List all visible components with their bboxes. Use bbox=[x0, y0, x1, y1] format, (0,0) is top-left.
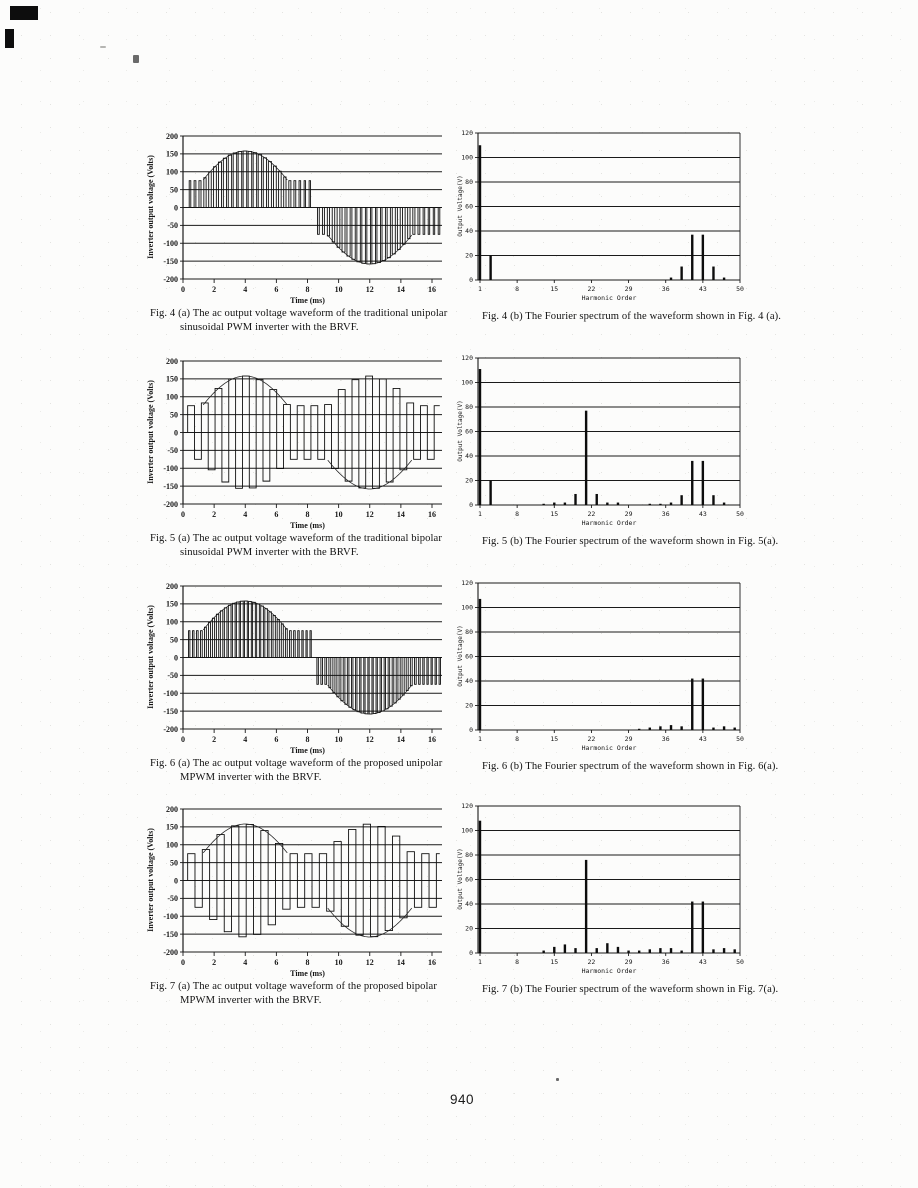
caption-line: MPWM inverter with the BRVF. bbox=[180, 994, 322, 1006]
figure-row-6 bbox=[0, 575, 918, 800]
svg-text:40: 40 bbox=[465, 227, 473, 236]
svg-text:8: 8 bbox=[305, 958, 310, 967]
svg-text:-150: -150 bbox=[163, 481, 178, 491]
svg-text:0: 0 bbox=[181, 958, 185, 967]
svg-text:120: 120 bbox=[461, 354, 473, 363]
svg-text:0: 0 bbox=[174, 876, 178, 886]
waveform-chart-fig5a bbox=[140, 350, 470, 550]
svg-text:8: 8 bbox=[515, 958, 520, 966]
svg-text:-100: -100 bbox=[163, 912, 178, 922]
svg-text:50: 50 bbox=[736, 735, 744, 743]
svg-text:14: 14 bbox=[396, 735, 405, 744]
waveform-chart-fig6a bbox=[140, 575, 470, 775]
svg-text:14: 14 bbox=[396, 285, 405, 294]
svg-text:43: 43 bbox=[698, 510, 707, 518]
svg-text:100: 100 bbox=[166, 392, 178, 402]
svg-text:2: 2 bbox=[212, 735, 217, 744]
svg-text:8: 8 bbox=[305, 285, 310, 294]
caption-line: MPWM inverter with the BRVF. bbox=[180, 771, 322, 783]
svg-text:14: 14 bbox=[396, 510, 405, 519]
scan-speck bbox=[556, 1078, 559, 1081]
svg-text:15: 15 bbox=[550, 958, 559, 966]
svg-text:0: 0 bbox=[174, 203, 178, 213]
svg-text:80: 80 bbox=[465, 628, 473, 637]
svg-text:Output Voltage(V): Output Voltage(V) bbox=[457, 848, 464, 910]
svg-text:200: 200 bbox=[166, 804, 178, 814]
svg-text:36: 36 bbox=[661, 285, 670, 293]
svg-text:36: 36 bbox=[661, 735, 670, 743]
waveform-chart-fig7a bbox=[140, 798, 470, 998]
svg-text:1: 1 bbox=[478, 285, 482, 293]
svg-text:6: 6 bbox=[274, 510, 279, 519]
svg-text:-100: -100 bbox=[163, 239, 178, 249]
svg-text:-50: -50 bbox=[167, 894, 178, 904]
figure-row-4 bbox=[0, 125, 918, 350]
svg-text:8: 8 bbox=[305, 735, 310, 744]
scan-speck bbox=[100, 46, 106, 48]
svg-text:14: 14 bbox=[396, 958, 405, 967]
figure-caption-fig7b: Fig. 7 (b) The Fourier spectrum of the waveform shown in Fig. 7(a). bbox=[482, 984, 779, 995]
svg-text:16: 16 bbox=[428, 735, 436, 744]
svg-text:15: 15 bbox=[550, 510, 559, 518]
svg-text:6: 6 bbox=[274, 735, 279, 744]
svg-text:12: 12 bbox=[365, 958, 374, 967]
svg-text:8: 8 bbox=[515, 735, 520, 743]
figure-caption-fig4a bbox=[150, 307, 447, 334]
spectrum-chart-fig4b bbox=[455, 120, 785, 315]
figure-row-5 bbox=[0, 350, 918, 575]
svg-text:0: 0 bbox=[469, 726, 473, 735]
svg-text:20: 20 bbox=[465, 251, 473, 260]
svg-text:50: 50 bbox=[170, 410, 178, 420]
svg-text:50: 50 bbox=[170, 185, 178, 195]
svg-text:-50: -50 bbox=[167, 671, 178, 681]
svg-text:2: 2 bbox=[212, 510, 217, 519]
svg-text:16: 16 bbox=[428, 285, 436, 294]
scan-corner-mark bbox=[5, 29, 14, 48]
svg-text:80: 80 bbox=[465, 178, 473, 187]
svg-text:0: 0 bbox=[469, 949, 473, 958]
svg-text:10: 10 bbox=[334, 958, 343, 967]
svg-text:60: 60 bbox=[465, 875, 473, 884]
svg-text:100: 100 bbox=[461, 826, 473, 835]
svg-text:4: 4 bbox=[243, 958, 248, 967]
svg-text:0: 0 bbox=[174, 428, 178, 438]
waveform-chart-fig4a bbox=[140, 125, 470, 325]
svg-text:36: 36 bbox=[661, 510, 670, 518]
svg-text:60: 60 bbox=[465, 652, 473, 661]
spectrum-chart-fig6b bbox=[455, 570, 785, 765]
caption-line: Fig. 6 (a) The ac output voltage waveform of the proposed unipolar bbox=[150, 758, 443, 769]
svg-text:6: 6 bbox=[274, 958, 279, 967]
svg-text:-200: -200 bbox=[163, 274, 178, 284]
svg-text:Output Voltage(V): Output Voltage(V) bbox=[457, 625, 464, 687]
svg-text:1: 1 bbox=[478, 958, 482, 966]
svg-text:40: 40 bbox=[465, 452, 473, 461]
svg-text:150: 150 bbox=[166, 374, 178, 384]
figure-row-7 bbox=[0, 798, 918, 1023]
svg-text:Inverter output voltage (Volts: Inverter output voltage (Volts) bbox=[146, 155, 155, 259]
svg-text:16: 16 bbox=[428, 510, 436, 519]
svg-text:10: 10 bbox=[334, 735, 343, 744]
spectrum-chart-fig7b bbox=[455, 793, 785, 988]
figure-caption-fig6a bbox=[150, 757, 442, 784]
svg-text:0: 0 bbox=[469, 501, 473, 510]
svg-text:120: 120 bbox=[461, 802, 473, 811]
svg-text:50: 50 bbox=[170, 858, 178, 868]
svg-text:60: 60 bbox=[465, 202, 473, 211]
svg-text:50: 50 bbox=[170, 635, 178, 645]
svg-text:80: 80 bbox=[465, 403, 473, 412]
figure-caption-fig5a bbox=[150, 532, 442, 559]
caption-line: Fig. 7 (a) The ac output voltage waveform of the proposed bipolar bbox=[150, 981, 437, 992]
svg-text:Time (ms): Time (ms) bbox=[290, 746, 325, 755]
svg-text:16: 16 bbox=[428, 958, 436, 967]
svg-text:-100: -100 bbox=[163, 689, 178, 699]
svg-text:4: 4 bbox=[243, 735, 248, 744]
svg-text:50: 50 bbox=[736, 285, 744, 293]
svg-text:0: 0 bbox=[181, 510, 185, 519]
svg-text:Harmonic Order: Harmonic Order bbox=[581, 967, 637, 975]
scan-speck bbox=[133, 55, 139, 63]
caption-line: sinusoidal PWM inverter with the BRVF. bbox=[180, 321, 359, 333]
svg-text:100: 100 bbox=[166, 840, 178, 850]
figure-caption-fig6b: Fig. 6 (b) The Fourier spectrum of the waveform shown in Fig. 6(a). bbox=[482, 761, 779, 772]
svg-text:200: 200 bbox=[166, 131, 178, 141]
svg-text:120: 120 bbox=[461, 129, 473, 138]
svg-text:20: 20 bbox=[465, 476, 473, 485]
svg-text:43: 43 bbox=[698, 285, 707, 293]
svg-text:10: 10 bbox=[334, 285, 343, 294]
svg-text:29: 29 bbox=[624, 735, 633, 743]
svg-text:150: 150 bbox=[166, 822, 178, 832]
svg-text:29: 29 bbox=[624, 958, 633, 966]
spectrum-chart-fig5b bbox=[455, 345, 785, 540]
svg-text:-200: -200 bbox=[163, 499, 178, 509]
svg-text:15: 15 bbox=[550, 285, 559, 293]
svg-text:120: 120 bbox=[461, 579, 473, 588]
svg-text:8: 8 bbox=[515, 510, 520, 518]
svg-text:50: 50 bbox=[736, 510, 744, 518]
svg-text:15: 15 bbox=[550, 735, 559, 743]
svg-text:29: 29 bbox=[624, 510, 633, 518]
svg-text:22: 22 bbox=[587, 735, 596, 743]
svg-text:22: 22 bbox=[587, 958, 596, 966]
svg-text:0: 0 bbox=[174, 653, 178, 663]
caption-line: Fig. 5 (a) The ac output voltage waveform of the traditional bipolar bbox=[150, 533, 442, 544]
svg-text:20: 20 bbox=[465, 701, 473, 710]
svg-text:-50: -50 bbox=[167, 446, 178, 456]
svg-text:10: 10 bbox=[334, 510, 343, 519]
svg-text:200: 200 bbox=[166, 356, 178, 366]
scan-corner-mark bbox=[10, 6, 38, 20]
svg-text:50: 50 bbox=[736, 958, 744, 966]
svg-text:36: 36 bbox=[661, 958, 670, 966]
svg-text:2: 2 bbox=[212, 958, 217, 967]
caption-line: Fig. 4 (a) The ac output voltage waveform of the traditional unipolar bbox=[150, 308, 448, 319]
svg-text:43: 43 bbox=[698, 958, 707, 966]
svg-text:43: 43 bbox=[698, 735, 707, 743]
svg-text:Inverter output voltage (Volts: Inverter output voltage (Volts) bbox=[146, 605, 155, 709]
svg-text:-150: -150 bbox=[163, 706, 178, 716]
svg-text:60: 60 bbox=[465, 427, 473, 436]
svg-text:12: 12 bbox=[365, 735, 374, 744]
svg-text:29: 29 bbox=[624, 285, 633, 293]
svg-text:100: 100 bbox=[461, 153, 473, 162]
svg-text:200: 200 bbox=[166, 581, 178, 591]
svg-text:8: 8 bbox=[515, 285, 520, 293]
svg-text:Inverter output voltage (Volts: Inverter output voltage (Volts) bbox=[146, 380, 155, 484]
svg-text:Time (ms): Time (ms) bbox=[290, 969, 325, 978]
svg-text:Time (ms): Time (ms) bbox=[290, 521, 325, 530]
svg-text:Harmonic Order: Harmonic Order bbox=[581, 294, 637, 302]
figure-caption-fig4b: Fig. 4 (b) The Fourier spectrum of the waveform shown in Fig. 4 (a). bbox=[482, 311, 782, 322]
svg-text:-100: -100 bbox=[163, 464, 178, 474]
svg-text:Output Voltage(V): Output Voltage(V) bbox=[457, 175, 464, 237]
page-number: 940 bbox=[450, 1092, 475, 1107]
svg-text:-200: -200 bbox=[163, 724, 178, 734]
svg-text:100: 100 bbox=[166, 167, 178, 177]
svg-text:22: 22 bbox=[587, 510, 596, 518]
svg-text:100: 100 bbox=[166, 617, 178, 627]
svg-text:1: 1 bbox=[478, 510, 482, 518]
svg-text:40: 40 bbox=[465, 677, 473, 686]
svg-text:2: 2 bbox=[212, 285, 217, 294]
svg-text:12: 12 bbox=[365, 285, 374, 294]
svg-text:8: 8 bbox=[305, 510, 310, 519]
svg-text:80: 80 bbox=[465, 851, 473, 860]
svg-text:Inverter output voltage (Volts: Inverter output voltage (Volts) bbox=[146, 828, 155, 932]
svg-text:0: 0 bbox=[469, 276, 473, 285]
svg-text:1: 1 bbox=[478, 735, 482, 743]
svg-text:150: 150 bbox=[166, 599, 178, 609]
svg-text:-200: -200 bbox=[163, 947, 178, 957]
svg-text:100: 100 bbox=[461, 378, 473, 387]
svg-text:22: 22 bbox=[587, 285, 596, 293]
svg-text:-50: -50 bbox=[167, 221, 178, 231]
svg-text:4: 4 bbox=[243, 510, 248, 519]
svg-text:150: 150 bbox=[166, 149, 178, 159]
svg-text:4: 4 bbox=[243, 285, 248, 294]
svg-text:100: 100 bbox=[461, 603, 473, 612]
svg-text:12: 12 bbox=[365, 510, 374, 519]
svg-text:6: 6 bbox=[274, 285, 279, 294]
figure-caption-fig5b: Fig. 5 (b) The Fourier spectrum of the waveform shown in Fig. 5(a). bbox=[482, 536, 779, 547]
caption-line: sinusoidal PWM inverter with the BRVF. bbox=[180, 546, 359, 558]
svg-text:Harmonic Order: Harmonic Order bbox=[581, 519, 637, 527]
svg-text:Output Voltage(V): Output Voltage(V) bbox=[457, 400, 464, 462]
svg-text:0: 0 bbox=[181, 285, 185, 294]
svg-text:20: 20 bbox=[465, 924, 473, 933]
svg-text:Harmonic Order: Harmonic Order bbox=[581, 744, 637, 752]
figure-caption-fig7a bbox=[150, 980, 437, 1007]
svg-text:-150: -150 bbox=[163, 256, 178, 266]
svg-text:-150: -150 bbox=[163, 929, 178, 939]
svg-text:40: 40 bbox=[465, 900, 473, 909]
svg-text:0: 0 bbox=[181, 735, 185, 744]
svg-text:Time (ms): Time (ms) bbox=[290, 296, 325, 305]
